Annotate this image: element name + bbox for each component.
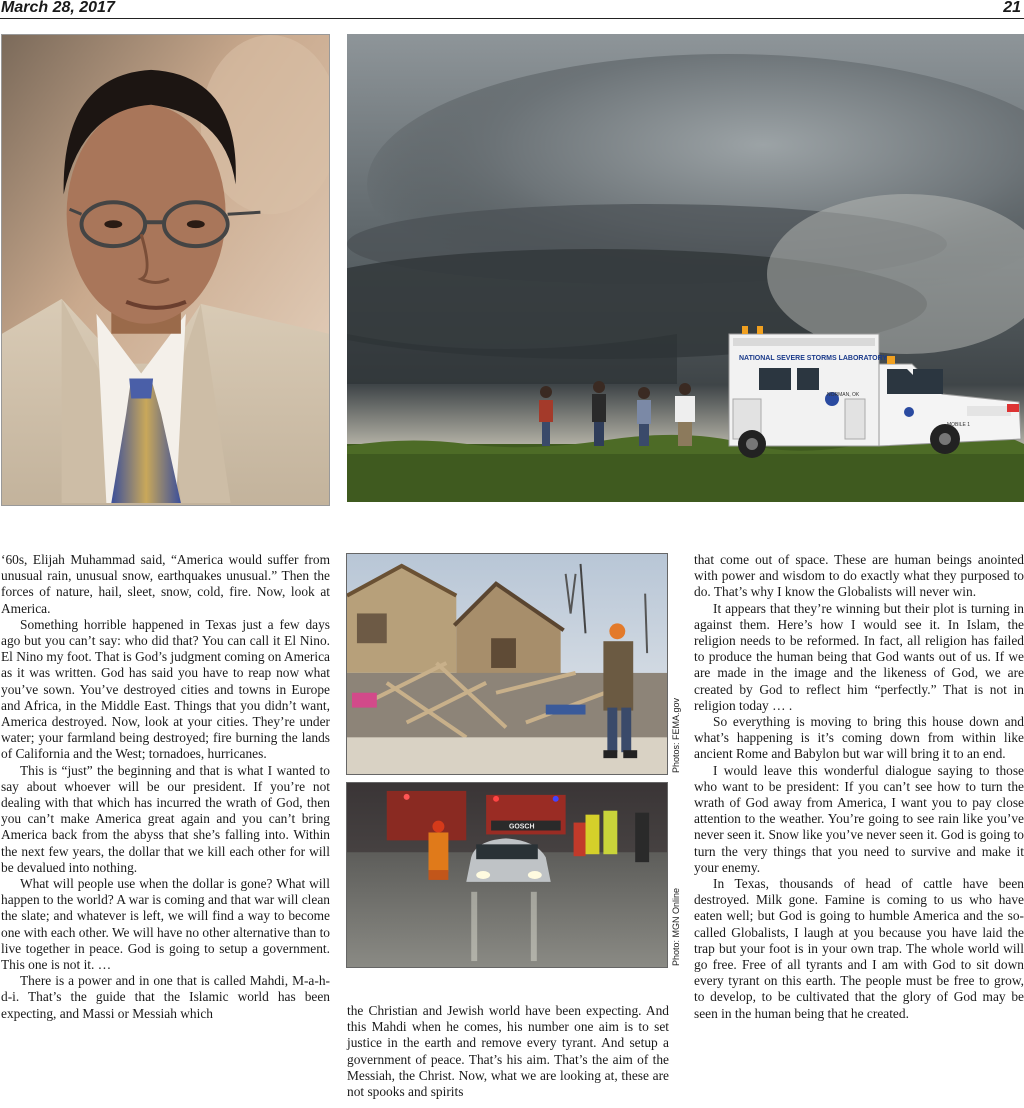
photo-credit-fema: Photos: FEMA.gov [671,697,681,773]
article-column-2 [347,1003,669,1100]
paragraph: There is a power and in one that is called Mahdi, M-a-h-d-i. That’s the guide that the Islamic world has been expecting, and Massi or Messiah which [1,973,330,1021]
paragraph: that come out of space. These are human beings anointed with power and wisdom to do exactly what they purposed to do. That’s why I know the Globalists will never win. [694,552,1024,600]
paragraph: So everything is moving to bring this house down and what’s happening is it’s coming down from within like ancient Rome and Babylon but war will bring it to an end. [694,714,1024,762]
paragraph: In Texas, thousands of head of cattle have been destroyed. Milk gone. Famine is coming to us who have eaten well; but God is going to humble America and the so-called Globalists, I laugh at you because you have laid the trap but your foot is in your own trap. The whole world will go free. Free of all tyrants and I am with God to sit down every tyrant on this earth. The people must be free to grow, to develop, to be cultivated that the glory of God may be seen in the human being that he created. [694,876,1024,1021]
page-header [0,0,1024,19]
paragraph: It appears that they’re winning but their plot is turning in against them. Here’s how I would see it. In Islam, the religion needs to be reformed. In fact, all religion has failed to produce the human being that God wants out of us. If we are made in the image and the likeness of God, we are created by God to reflect him “perfectly.” That is not in religion today … . [694,600,1024,713]
page-number: 21 [1003,0,1021,16]
photo-credit-mgn: Photo: MGN Online [671,887,681,966]
truck-city-label: NORMAN, OK [827,392,860,398]
truck-mobile-label: MOBILE 1 [947,422,971,428]
truck-lab-label: NATIONAL SEVERE STORMS LABORATORY [739,355,888,362]
truck-plate: GOSCH [508,823,535,831]
paragraph: the Christian and Jewish world have been expecting. And this Mahdi when he comes, his number one aim is to set justice in the earth and remove every tyrant. And setup a government of peace. That’s his aim. That’s the aim of the Messiah, the Christ. Now, what we are looking at, these are not spooks and spirits [347,1003,669,1100]
paragraph: What will people use when the dollar is gone? What will happen to the world? A war is coming and that war will clean the slate; and whatever is left, we will find a way to become one with each other. We will have no other alternative than to live together in peace. God is going to setup a government. This one is not it. … [1,876,330,973]
article-column-3 [694,552,1024,1022]
flood-photo [346,782,668,968]
paragraph: Something horrible happened in Texas just a few days ago but you can’t say: who did that? You can call it El Nino. El Nino my foot. That is God’s judgment coming on America as it was written. God has said you have to reap now what you’ve sown. You’ve destroyed cities and towns in Europe and Africa, in the Middle East. Things that you didn’t want, America destroyed. Now, look at your cities. They’re under water; your farmland being destroyed; fire burning the lands of California and the West; tornadoes, hurricanes. [1,616,330,762]
debris-photo [346,553,668,775]
paragraph: I would leave this wonderful dialogue saying to those who want to be president: If you can’t see how to turn the wrath of God away from America, I want you to pay close attention to the weather. You’re going to see rain like you’ve never seen it. Snow like you’ve never seen it. God is going to turn the very things that you need to survive and make it your enemy. [694,762,1024,875]
issue-date: March 28, 2017 [1,0,115,16]
article-column-1 [1,552,330,1022]
portrait-photo [1,34,330,506]
paragraph: This is “just” the beginning and that is what I wanted to say about whoever will be our president. If you’re not dealing with that which has incurred the wrath of God, then you can’t make America great again and you can’t bring America back from the abyss that she’s falling into. Within the next few years, the dollar that we kill each other for will be devalued into nothing. [1,762,330,875]
paragraph: ‘60s, Elijah Muhammad said, “America would suffer from unusual rain, unusual snow, earthquakes unusual.” Then the forces of nature, hail, sleet, snow, cold, fire. Now, look at America. [1,552,330,616]
storm-photo [347,34,1024,502]
